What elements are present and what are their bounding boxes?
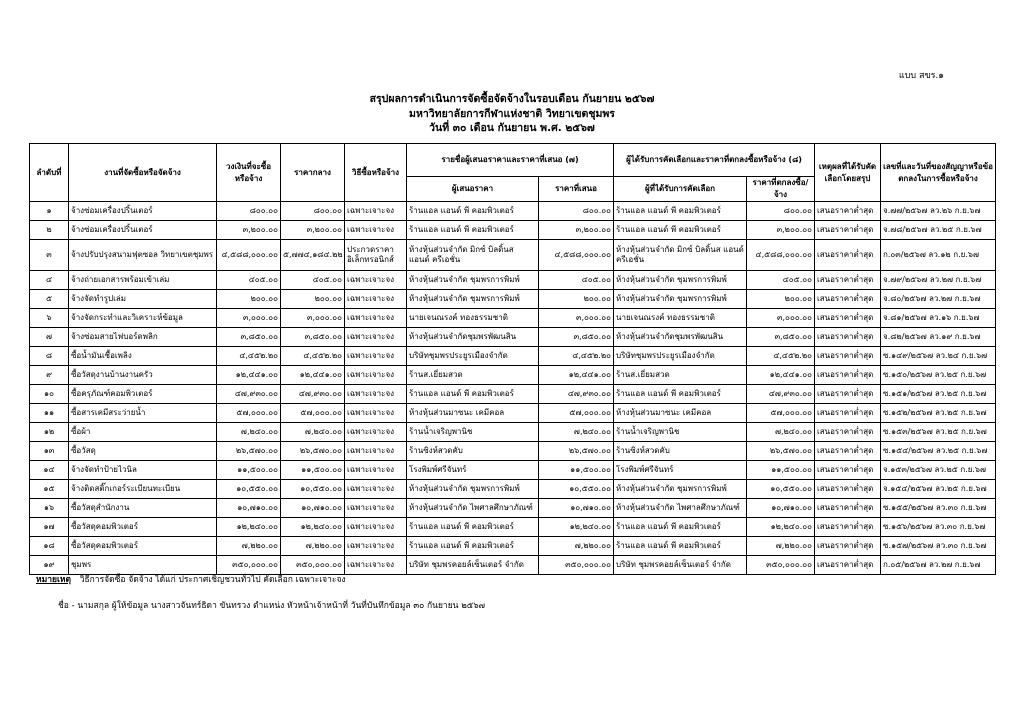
agreed-price: ๔,๔๕๒.๒๐ — [747, 347, 815, 366]
table-row — [30, 271, 996, 290]
form-code: แบบ สขร.๑ — [898, 71, 944, 81]
bid-price: ๕๗,๐๐๐.๐๐ — [539, 404, 614, 423]
median-price: ๓๕๐,๐๐๐.๐๐ — [281, 556, 345, 575]
work-description: ซื้อครุภัณฑ์คอมพิวเตอร์ — [69, 385, 217, 404]
selection-reason: เสนอราคาต่ำสุด — [815, 271, 881, 290]
header-method: วิธีซื้อหรือจ้าง — [345, 144, 407, 202]
bid-price: ๑๐,๕๕๐.๐๐ — [539, 480, 614, 499]
bidder-name: ร้านแอล แอนด์ พี คอมพิวเตอร์ — [407, 518, 539, 537]
contract-reference: ซ.๑๕๕/๒๕๖๗ ลว.๓๐ ก.ย.๖๗ — [881, 499, 996, 518]
work-description: ซื้อผ้า — [69, 423, 217, 442]
work-description: จ้างจัดทำรูปเล่ม — [69, 290, 217, 309]
header-work: งานที่จัดซื้อหรือจัดจ้าง — [69, 144, 217, 202]
document-titles — [0, 92, 1024, 136]
median-price: ๓,๘๕๐.๐๐ — [281, 328, 345, 347]
winner-name: บริษัท ชุมพรคอยล์เซ็นเตอร์ จำกัด — [614, 556, 747, 575]
header-bidder-name: ผู้เสนอราคา — [407, 177, 539, 202]
selection-reason: เสนอราคาต่ำสุด — [815, 309, 881, 328]
median-price: ๕๗,๐๐๐.๐๐ — [281, 404, 345, 423]
agreed-price: ๓,๒๐๐.๐๐ — [747, 221, 815, 240]
bidder-name: ร้านแอล แอนด์ พี คอมพิวเตอร์ — [407, 221, 539, 240]
work-description: จ้างปรับปรุงสนามฟุตซอล วิทยาเขตชุมพร — [69, 240, 217, 271]
selection-reason: เสนอราคาต่ำสุด — [815, 518, 881, 537]
notes — [36, 572, 346, 586]
contract-reference: ซ.๑๕๓/๒๕๖๗ ลว.๒๕ ก.ย.๖๗ — [881, 423, 996, 442]
table-row — [30, 499, 996, 518]
bid-price: ๔,๔๕๒.๒๐ — [539, 347, 614, 366]
median-price: ๓,๐๐๐.๐๐ — [281, 309, 345, 328]
bid-price: ๑๒,๔๔๑.๐๐ — [539, 366, 614, 385]
selection-reason: เสนอราคาต่ำสุด — [815, 480, 881, 499]
bidder-name: ห้างหุ้นส่วนจำกัด ชุมพรการพิมพ์ — [407, 271, 539, 290]
bid-price: ๑๐,๗๑๐.๐๐ — [539, 499, 614, 518]
agreed-price: ๔,๕๘๘,๐๐๐.๐๐ — [747, 240, 815, 271]
winner-name: ร้านแอล แอนด์ พี คอมพิวเตอร์ — [614, 221, 747, 240]
work-description: ซื้อน้ำมันเชื้อเพลิง — [69, 347, 217, 366]
selection-reason: เสนอราคาต่ำสุด — [815, 556, 881, 575]
median-price: ๑๐,๕๕๐.๐๐ — [281, 480, 345, 499]
bidder-name: โรงพิมพ์ศรีจันทร์ — [407, 461, 539, 480]
work-description: ซื้อวัสดุงานบ้านงานครัว — [69, 366, 217, 385]
bidder-name: บริษัทชุมพรประยูรเมืองจำกัด — [407, 347, 539, 366]
work-description: ซื้อวัสดุคอมพิวเตอร์ — [69, 537, 217, 556]
document-date: วันที่ ๓๐ เดือน กันยายน พ.ศ. ๒๕๖๗ — [429, 122, 595, 134]
row-number: ๔ — [30, 271, 69, 290]
contract-reference: จ.๑๕๓/๒๕๖๗ ลว.๒๕ ก.ย.๖๗ — [881, 461, 996, 480]
row-number: ๑๑ — [30, 404, 69, 423]
table-row — [30, 423, 996, 442]
bidder-name: บริษัท ชุมพรคอยล์เซ็นเตอร์ จำกัด — [407, 556, 539, 575]
header-median-price: ราคากลาง — [281, 144, 345, 202]
budget-amount: ๔,๕๘๘,๐๐๐.๐๐ — [217, 240, 281, 271]
row-number: ๖ — [30, 309, 69, 328]
row-number: ๕ — [30, 290, 69, 309]
work-description: จ้างซ่อมสายไฟบอร์ดพลิก — [69, 328, 217, 347]
median-price: ๑๒,๔๔๑.๐๐ — [281, 366, 345, 385]
table-row — [30, 480, 996, 499]
work-description: ซื้อวัสดุสำนักงาน — [69, 499, 217, 518]
header-no: ลำดับที่ — [30, 144, 69, 202]
row-number: ๑๓ — [30, 442, 69, 461]
winner-name: ร้านแอล แอนด์ พี คอมพิวเตอร์ — [614, 518, 747, 537]
procurement-method: ประกวดราคาอิเล็กทรอนิกส์ — [345, 240, 407, 271]
selection-reason: เสนอราคาต่ำสุด — [815, 366, 881, 385]
work-description: ซื้อวัสดุ — [69, 442, 217, 461]
contract-reference: ก.๐๕/๒๕๖๗ ลว.๒๗ ก.ย.๖๗ — [881, 556, 996, 575]
bid-price: ๑๑,๕๐๐.๐๐ — [539, 461, 614, 480]
selection-reason: เสนอราคาต่ำสุด — [815, 290, 881, 309]
table-row — [30, 328, 996, 347]
agreed-price: ๗,๒๒๐.๐๐ — [747, 537, 815, 556]
bid-price: ๗,๒๔๐.๐๐ — [539, 423, 614, 442]
winner-name: ร้านแอล แอนด์ พี คอมพิวเตอร์ — [614, 537, 747, 556]
row-number: ๑๕ — [30, 480, 69, 499]
winner-name: ร้านส.เยี่ยมสวด — [614, 366, 747, 385]
winner-name: ห้างหุ้นส่วนมาซนะ เคมีคอล — [614, 404, 747, 423]
work-description: ชุมพร — [69, 556, 217, 575]
work-description: ซื้อวัสดุคอมพิวเตอร์ — [69, 518, 217, 537]
contract-reference: ซ.๑๕๗/๒๕๖๗ ลว.๓๐ ก.ย.๖๗ — [881, 537, 996, 556]
work-description: จ้างถ่ายเอกสารพร้อมเข้าเล่ม — [69, 271, 217, 290]
budget-amount: ๑๒,๒๔๐.๐๐ — [217, 518, 281, 537]
bid-price: ๒๐๐.๐๐ — [539, 290, 614, 309]
median-price: ๕,๗๗๔,๑๘๔.๒๒ — [281, 240, 345, 271]
table-body — [30, 202, 996, 575]
winner-name: ห้างหุ้นส่วนจำกัด ชุมพรการพิมพ์ — [614, 271, 747, 290]
bid-price: ๔๐๕.๐๐ — [539, 271, 614, 290]
header-bid-price: ราคาที่เสนอ — [539, 177, 614, 202]
bidder-name: ห้างหุ้นส่วนจำกัด ชุมพรการพิมพ์ — [407, 480, 539, 499]
contract-reference: ก.๐๓/๒๕๖๗ ลว.๑๒ ก.ย.๖๗ — [881, 240, 996, 271]
table-row — [30, 404, 996, 423]
budget-amount: ๑๑,๕๐๐.๐๐ — [217, 461, 281, 480]
bid-price: ๗,๒๒๐.๐๐ — [539, 537, 614, 556]
median-price: ๒๐๐.๐๐ — [281, 290, 345, 309]
budget-amount: ๓,๘๕๐.๐๐ — [217, 328, 281, 347]
agreed-price: ๑๒,๒๔๐.๐๐ — [747, 518, 815, 537]
procurement-method: เฉพาะเจาะจง — [345, 366, 407, 385]
table-row — [30, 461, 996, 480]
procurement-method: เฉพาะเจาะจง — [345, 537, 407, 556]
table-row — [30, 347, 996, 366]
winner-name: ห้างหุ้นส่วนจำกัดชุมพรพัฒนสิน — [614, 328, 747, 347]
contract-reference: ซ.๑๔๙/๒๕๖๗ ลว.๒๔ ก.ย.๖๗ — [881, 347, 996, 366]
contract-reference: จ.๘๒/๒๕๖๗ ลว.๑๙ ก.ย.๖๗ — [881, 328, 996, 347]
selection-reason: เสนอราคาต่ำสุด — [815, 385, 881, 404]
bid-price: ๓๕๐,๐๐๐.๐๐ — [539, 556, 614, 575]
winner-name: บริษัทชุมพรประยูรเมืองจำกัด — [614, 347, 747, 366]
recorder-info: ชื่อ - นามสกุล ผู้ให้ข้อมูล นางสาวจันทร์ธิดา ขันทรวง ตำแหน่ง หัวหน้าเจ้าหน้าที่ วันที่บันทึกข้อมูล ๓๐ กันยายน ๒๕๖๗ — [58, 601, 486, 611]
contract-reference: จ.๑๕๔/๒๕๖๗ ลว.๒๕ ก.ย.๖๗ — [881, 480, 996, 499]
median-price: ๓,๒๐๐.๐๐ — [281, 221, 345, 240]
budget-amount: ๓,๐๐๐.๐๐ — [217, 309, 281, 328]
selection-reason: เสนอราคาต่ำสุด — [815, 537, 881, 556]
bidder-name: ห้างหุ้นส่วนจำกัด มิกซ์ บิลดิ้นส แอนด์ ครีเอชั่น — [407, 240, 539, 271]
work-description: ซื้อสารเคมีสระว่ายน้ำ — [69, 404, 217, 423]
row-number: ๒ — [30, 221, 69, 240]
bid-price: ๘๐๐.๐๐ — [539, 202, 614, 221]
winner-name: นายเจนณรงค์ ทองธรรมชาติ — [614, 309, 747, 328]
selection-reason: เสนอราคาต่ำสุด — [815, 347, 881, 366]
bidder-name: ห้างหุ้นส่วนจำกัด ชุมพรการพิมพ์ — [407, 290, 539, 309]
procurement-method: เฉพาะเจาะจง — [345, 202, 407, 221]
budget-amount: ๔๐๕.๐๐ — [217, 271, 281, 290]
selection-reason: เสนอราคาต่ำสุด — [815, 499, 881, 518]
bidder-name: ร้านน้ำเจริญพานิช — [407, 423, 539, 442]
table-row — [30, 442, 996, 461]
median-price: ๘๐๐.๐๐ — [281, 202, 345, 221]
table-row — [30, 537, 996, 556]
winner-name: ร้านแอล แอนด์ พี คอมพิวเตอร์ — [614, 202, 747, 221]
row-number: ๓ — [30, 240, 69, 271]
winner-name: โรงพิมพ์ศรีจันทร์ — [614, 461, 747, 480]
procurement-method: เฉพาะเจาะจง — [345, 442, 407, 461]
contract-reference: ซ.๑๕๑/๒๕๖๗ ลว.๒๕ ก.ย.๖๗ — [881, 385, 996, 404]
bidder-name: ร้านแอล แอนด์ พี คอมพิวเตอร์ — [407, 202, 539, 221]
note-label: หมายเหตุ — [36, 575, 71, 585]
header-budget: วงเงินที่จะซื้อหรือจ้าง — [217, 144, 281, 202]
budget-amount: ๗,๒๔๐.๐๐ — [217, 423, 281, 442]
contract-reference: จ.๗๘/๒๕๖๗ ลว.๒๕ ก.ย.๖๗ — [881, 221, 996, 240]
procurement-method: เฉพาะเจาะจง — [345, 309, 407, 328]
row-number: ๑๒ — [30, 423, 69, 442]
median-price: ๗,๒๔๐.๐๐ — [281, 423, 345, 442]
work-description: จ้างติดสติ๊กเกอร์ระเบียนทะเบียน — [69, 480, 217, 499]
agreed-price: ๒๖,๕๗๐.๐๐ — [747, 442, 815, 461]
agreed-price: ๑๒,๔๔๑.๐๐ — [747, 366, 815, 385]
organization-name: มหาวิทยาลัยการกีฬาแห่งชาติ วิทยาเขตชุมพร — [409, 107, 615, 120]
winner-name: ห้างหุ้นส่วนจำกัด ชุมพรการพิมพ์ — [614, 290, 747, 309]
row-number: ๑๘ — [30, 537, 69, 556]
budget-amount: ๘๐๐.๐๐ — [217, 202, 281, 221]
winner-name: ห้างหุ้นส่วนจำกัด ชุมพรการพิมพ์ — [614, 480, 747, 499]
agreed-price: ๑๐,๕๕๐.๐๐ — [747, 480, 815, 499]
agreed-price: ๓๕๐,๐๐๐.๐๐ — [747, 556, 815, 575]
agreed-price: ๓,๘๕๐.๐๐ — [747, 328, 815, 347]
row-number: ๑๙ — [30, 556, 69, 575]
table-row — [30, 518, 996, 537]
selection-reason: เสนอราคาต่ำสุด — [815, 221, 881, 240]
winner-name: ร้านน้ำเจริญพานิช — [614, 423, 747, 442]
procurement-method: เฉพาะเจาะจง — [345, 221, 407, 240]
budget-amount: ๑๒,๔๔๑.๐๐ — [217, 366, 281, 385]
contract-reference: ซ.๑๕๐/๒๕๖๗ ลว.๒๕ ก.ย.๖๗ — [881, 366, 996, 385]
work-description: จ้างซ่อมเครื่องปริ้นเตอร์ — [69, 202, 217, 221]
header-contract: เลขที่และวันที่ของสัญญาหรือข้อตกลงในการซื้อหรือจ้าง — [881, 144, 996, 202]
bid-price: ๔,๕๘๘,๐๐๐.๐๐ — [539, 240, 614, 271]
budget-amount: ๒๐๐.๐๐ — [217, 290, 281, 309]
table-row — [30, 202, 996, 221]
bidder-name: ห้างหุ้นส่วนมาซนะ เคมีคอล — [407, 404, 539, 423]
selection-reason: เสนอราคาต่ำสุด — [815, 328, 881, 347]
table-row — [30, 221, 996, 240]
row-number: ๑๗ — [30, 518, 69, 537]
bidder-name: ห้างหุ้นส่วนจำกัดชุมพรพัฒนสิน — [407, 328, 539, 347]
header-bidders: รายชื่อผู้เสนอราคาและราคาที่เสนอ (๗) — [407, 144, 614, 177]
agreed-price: ๓,๐๐๐.๐๐ — [747, 309, 815, 328]
agreed-price: ๑๐,๗๑๐.๐๐ — [747, 499, 815, 518]
row-number: ๘ — [30, 347, 69, 366]
bidder-name: ห้างหุ้นส่วนจำกัด ไพศาลศึกษาภัณฑ์ — [407, 499, 539, 518]
table-row — [30, 290, 996, 309]
contract-reference: จ.๗๗/๒๕๖๗ ลว.๒๖ ก.ย.๖๗ — [881, 202, 996, 221]
median-price: ๔๐๕.๐๐ — [281, 271, 345, 290]
winner-name: ร้านแอล แอนด์ พี คอมพิวเตอร์ — [614, 385, 747, 404]
bidder-name: นายเจนณรงค์ ทองธรรมชาติ — [407, 309, 539, 328]
selection-reason: เสนอราคาต่ำสุด — [815, 423, 881, 442]
bidder-name: ร้านส.เยี่ยมสวด — [407, 366, 539, 385]
work-description: จ้างจัดกระทำและวิเคราะห์ข้อมูล — [69, 309, 217, 328]
procurement-method: เฉพาะเจาะจง — [345, 423, 407, 442]
median-price: ๒๖,๕๗๐.๐๐ — [281, 442, 345, 461]
budget-amount: ๕๗,๐๐๐.๐๐ — [217, 404, 281, 423]
document-title: สรุปผลการดำเนินการจัดซื้อจัดจ้างในรอบเดือน กันยายน ๒๕๖๗ — [369, 93, 655, 105]
row-number: ๑๐ — [30, 385, 69, 404]
median-price: ๗,๒๒๐.๐๐ — [281, 537, 345, 556]
selection-reason: เสนอราคาต่ำสุด — [815, 202, 881, 221]
bid-price: ๓,๒๐๐.๐๐ — [539, 221, 614, 240]
note-text: วิธีการจัดซื้อ จัดจ้าง ได้แก่ ประกาศเชิญชวนทั่วไป คัดเลือก เฉพาะเจาะจง — [79, 575, 346, 585]
header-reason: เหตุผลที่ได้รับคัดเลือกโดยสรุป — [815, 144, 881, 202]
procurement-method: เฉพาะเจาะจง — [345, 385, 407, 404]
agreed-price: ๗,๒๔๐.๐๐ — [747, 423, 815, 442]
header-agreed-price: ราคาที่ตกลงซื้อ/จ้าง — [747, 177, 815, 202]
agreed-price: ๔๗,๙๓๐.๐๐ — [747, 385, 815, 404]
procurement-method: เฉพาะเจาะจง — [345, 347, 407, 366]
row-number: ๙ — [30, 366, 69, 385]
contract-reference: ซ.๑๕๔/๒๕๖๗ ลว.๒๕ ก.ย.๖๗ — [881, 442, 996, 461]
selection-reason: เสนอราคาต่ำสุด — [815, 240, 881, 271]
bid-price: ๓,๘๕๐.๐๐ — [539, 328, 614, 347]
procurement-method: เฉพาะเจาะจง — [345, 328, 407, 347]
procurement-method: เฉพาะเจาะจง — [345, 518, 407, 537]
winner-name: ร้านซิงห์สวดคับ — [614, 442, 747, 461]
row-number: ๗ — [30, 328, 69, 347]
selection-reason: เสนอราคาต่ำสุด — [815, 461, 881, 480]
contract-reference: จ.๘๑/๒๕๖๗ ลว.๑๖ ก.ย.๖๗ — [881, 309, 996, 328]
budget-amount: ๓,๒๐๐.๐๐ — [217, 221, 281, 240]
budget-amount: ๒๖,๕๗๐.๐๐ — [217, 442, 281, 461]
median-price: ๑๐,๗๑๐.๐๐ — [281, 499, 345, 518]
header-winner: ผู้ได้รับการคัดเลือกและราคาที่ตกลงซื้อหรือจ้าง (๘) — [614, 144, 815, 177]
bidder-name: ร้านแอล แอนด์ พี คอมพิวเตอร์ — [407, 385, 539, 404]
bid-price: ๓,๐๐๐.๐๐ — [539, 309, 614, 328]
table-row — [30, 309, 996, 328]
contract-reference: จ.๘๐/๒๕๖๗ ลว.๒๗ ก.ย.๖๗ — [881, 290, 996, 309]
budget-amount: ๔,๔๕๒.๒๐ — [217, 347, 281, 366]
procurement-method: เฉพาะเจาะจง — [345, 404, 407, 423]
procurement-method: เฉพาะเจาะจง — [345, 480, 407, 499]
bidder-name: ร้านซิงห์สวดคับ — [407, 442, 539, 461]
budget-amount: ๓๕๐,๐๐๐.๐๐ — [217, 556, 281, 575]
table-row — [30, 385, 996, 404]
bid-price: ๔๗,๙๓๐.๐๐ — [539, 385, 614, 404]
bid-price: ๒๖,๕๗๐.๐๐ — [539, 442, 614, 461]
procurement-table — [29, 143, 996, 575]
table-row — [30, 366, 996, 385]
bid-price: ๑๒,๒๔๐.๐๐ — [539, 518, 614, 537]
procurement-method: เฉพาะเจาะจง — [345, 499, 407, 518]
procurement-method: เฉพาะเจาะจง — [345, 271, 407, 290]
contract-reference: ซ.๑๕๖/๒๕๖๗ ลว.๓๐ ก.ย.๖๗ — [881, 518, 996, 537]
work-description: จ้างจัดทำป้ายไวนิล — [69, 461, 217, 480]
bidder-name: ร้านแอล แอนด์ พี คอมพิวเตอร์ — [407, 537, 539, 556]
header-winner-name: ผู้ที่ได้รับการคัดเลือก — [614, 177, 747, 202]
procurement-method: เฉพาะเจาะจง — [345, 556, 407, 575]
budget-amount: ๗,๒๒๐.๐๐ — [217, 537, 281, 556]
agreed-price: ๑๑,๕๐๐.๐๐ — [747, 461, 815, 480]
median-price: ๑๑,๕๐๐.๐๐ — [281, 461, 345, 480]
median-price: ๑๒,๒๔๐.๐๐ — [281, 518, 345, 537]
budget-amount: ๔๗,๙๓๐.๐๐ — [217, 385, 281, 404]
selection-reason: เสนอราคาต่ำสุด — [815, 442, 881, 461]
median-price: ๔๗,๙๓๐.๐๐ — [281, 385, 345, 404]
agreed-price: ๘๐๐.๐๐ — [747, 202, 815, 221]
budget-amount: ๑๐,๗๑๐.๐๐ — [217, 499, 281, 518]
table-row — [30, 240, 996, 271]
procurement-method: เฉพาะเจาะจง — [345, 461, 407, 480]
median-price: ๔,๔๕๒.๒๐ — [281, 347, 345, 366]
winner-name: ห้างหุ้นส่วนจำกัด มิกซ์ บิลดิ้นส แอนด์ ครีเอชั่น — [614, 240, 747, 271]
work-description: จ้างซ่อมเครื่องปริ้นเตอร์ — [69, 221, 217, 240]
procurement-method: เฉพาะเจาะจง — [345, 290, 407, 309]
row-number: ๑ — [30, 202, 69, 221]
selection-reason: เสนอราคาต่ำสุด — [815, 404, 881, 423]
agreed-price: ๕๗,๐๐๐.๐๐ — [747, 404, 815, 423]
contract-reference: จ.๗๙/๒๕๖๗ ลว.๒๗ ก.ย.๖๗ — [881, 271, 996, 290]
contract-reference: ซ.๑๕๒/๒๕๖๗ ลว.๒๕ ก.ย.๖๗ — [881, 404, 996, 423]
row-number: ๑๖ — [30, 499, 69, 518]
winner-name: ห้างหุ้นส่วนจำกัด ไพศาลศึกษาภัณฑ์ — [614, 499, 747, 518]
budget-amount: ๑๐,๕๕๐.๐๐ — [217, 480, 281, 499]
agreed-price: ๒๐๐.๐๐ — [747, 290, 815, 309]
row-number: ๑๔ — [30, 461, 69, 480]
agreed-price: ๔๐๕.๐๐ — [747, 271, 815, 290]
